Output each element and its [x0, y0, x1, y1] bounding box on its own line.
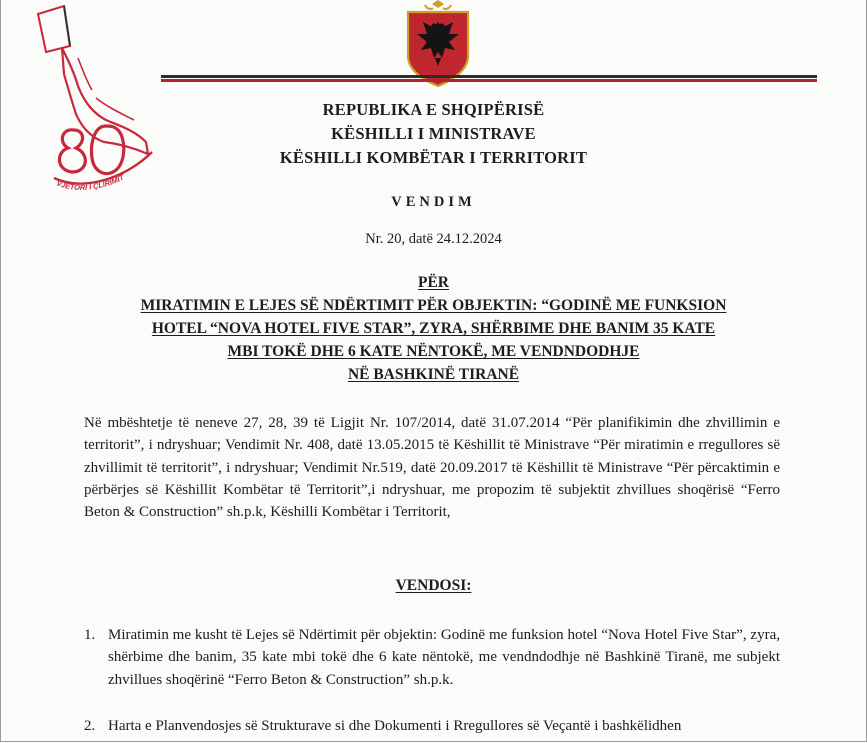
- decision-item-text: Miratimin me kusht të Lejes së Ndërtimit për objektin: Godinë me funksion hotel “Nova Hotel Five Star”, zyra, shërbime dhe banim, 35 kate mbi tokë dhe 6 kate nëntokë, me vendndodhje në Bashkinë Tiranë, me subjekt zhvillues shoqërinë “Ferro Beton & Construction” sh.p.k.: [108, 627, 780, 688]
- subject-line-2: MIRATIMIN E LEJES SË NDËRTIMIT PËR OBJEKTIN: “GODINË ME FUNKSION: [140, 297, 727, 314]
- decision-item-number: 1.: [84, 627, 96, 643]
- header-republic: REPUBLIKA E SHQIPËRISË: [322, 100, 545, 119]
- subject-line-4: MBI TOKË DHE 6 KATE NËNTOKË, ME VENDNDODHJE: [227, 343, 640, 360]
- decision-item-text: Harta e Planvendosjes së Strukturave si dhe Dokumenti i Rregullores së Veçantë i bashkëlidhen: [108, 718, 682, 734]
- header-national-territory-council: KËSHILLI KOMBËTAR I TERRITORIT: [279, 148, 588, 167]
- decision-item: [84, 624, 780, 691]
- header-council-of-ministers: KËSHILLI I MINISTRAVE: [331, 124, 536, 143]
- subject-line-5: NË BASHKINË TIRANË: [347, 366, 520, 383]
- subject-line-1: PËR: [418, 274, 449, 291]
- decision-item: [84, 715, 780, 737]
- subject-line-3: HOTEL “NOVA HOTEL FIVE STAR”, ZYRA, SHËRBIME DHE BANIM 35 KATE: [151, 320, 716, 337]
- header-divider: [161, 75, 817, 82]
- decision-item-number: 2.: [84, 718, 96, 734]
- decision-number-date: Nr. 20, datë 24.12.2024: [365, 231, 502, 247]
- preamble-paragraph: Në mbështetje të neneve 27, 28, 39 të Ligjit Nr. 107/2014, datë 31.07.2014 “Për planifikimin dhe zhvillimin e territorit”, i ndryshuar; Vendimit Nr. 408, datë 13.05.2015 të Këshillit të Ministrave “Për miratimin e rregullores së zhvillimit të territorit”, i ndryshuar; Vendimit Nr.519, datë 20.09.2017 të Këshillit të Ministrave “Për përcaktimin e përbërjes së Këshillit Kombëtar të Territorit”,i ndryshuar, me propozim të subjektit zhvillues shoqërisë “Ferro Beton & Construction” sh.p.k, Këshilli Kombëtar i Territorit,: [84, 415, 780, 521]
- vendosi-heading: VENDOSI:: [395, 577, 472, 594]
- decision-title: VENDIM: [391, 194, 476, 210]
- emblem-arc-text: VJETORI I ÇLIRIMIT: [55, 172, 126, 192]
